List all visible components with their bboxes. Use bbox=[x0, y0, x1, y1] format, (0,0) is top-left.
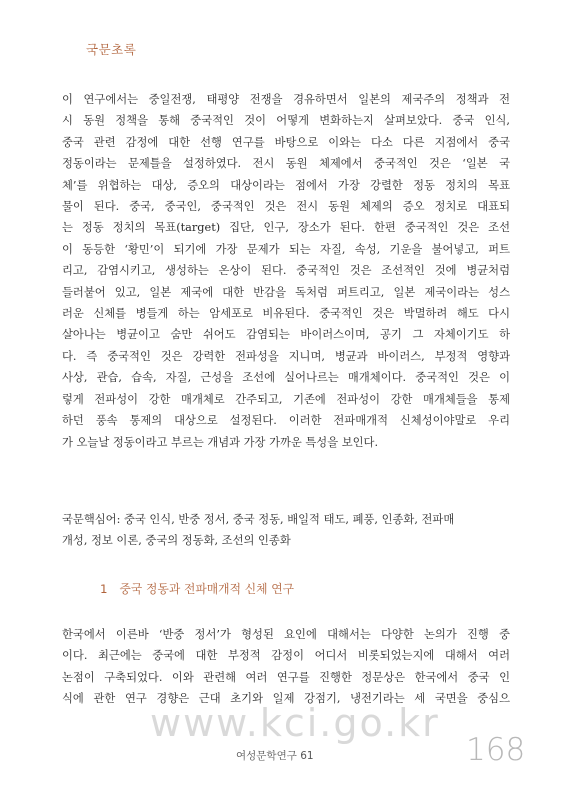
section-heading bbox=[100, 580, 294, 597]
abstract-line: 리고, 감염시키고, 생성하는 온상이 된다. 중국적인 것은 조선적인 것에 병균처럼 bbox=[62, 264, 510, 278]
abstract-line: 물이 된다. 중국, 중국인, 중국적인 것은 전시 동원 체제의 증오 정치로 대표되 bbox=[62, 200, 510, 214]
journal-footer: 여성문학연구 61 bbox=[236, 750, 314, 762]
abstract-line: 다. 즉 중국적인 것은 강력한 전파성을 지니며, 병균과 바이러스, 부정적 영향과 bbox=[62, 349, 510, 363]
abstract-line: 렇게 전파성이 강한 매개체로 간주되고, 기존에 전파성이 강한 매개체들을 통제 bbox=[62, 392, 510, 406]
abstract-line: 시 동원 정책을 통해 중국적인 것이 어떻게 변화하는지 살펴보았다. 중국 인식, bbox=[62, 114, 510, 128]
section-body bbox=[62, 624, 510, 710]
section-number: 1 bbox=[100, 582, 108, 596]
abstract-body bbox=[62, 89, 510, 453]
body-line: 논점이 구축되었다. 이와 관련해 여러 연구를 진행한 정문상은 한국에서 중국 인 bbox=[62, 670, 510, 684]
abstract-heading: 국문초록 bbox=[86, 42, 137, 57]
abstract-line: 가 오늘날 정동이라고 부르는 개념과 가장 가까운 특성을 보인다. bbox=[62, 435, 379, 449]
body-line: 이다. 최근에는 중국에 대한 부정적 감정이 어디서 비롯되었는지에 대해서 여러 bbox=[62, 649, 510, 663]
keywords-line: 국문핵심어: 중국 인식, 반중 정서, 중국 정동, 배일적 태도, 폐풍, 인종화, 전파매 bbox=[62, 513, 455, 526]
body-line: 식에 관한 연구 경향은 근대 초기와 일제 강점기, 냉전기라는 세 국면을 중심으 bbox=[62, 692, 510, 706]
abstract-line: 들러붙어 있고, 일본 제국에 대한 반감을 독처럼 퍼트리고, 일본 제국이라는 성스 bbox=[62, 285, 510, 299]
abstract-line: 는 정동 정치의 목표(target) 집단, 인구, 장소가 된다. 한편 중국적인 것은 조선 bbox=[62, 221, 510, 235]
keywords-block bbox=[62, 509, 510, 552]
abstract-line: 중국 관련 감정에 대한 선행 연구를 바탕으로 이와는 다소 다른 지점에서 중국 bbox=[62, 135, 510, 149]
page-number: 168 bbox=[466, 732, 526, 768]
abstract-line: 정동이라는 문제틀을 설정하였다. 전시 동원 체제에서 중국적인 것은 ‘일본 국 bbox=[62, 157, 510, 171]
abstract-line: 체’를 위협하는 대상, 증오의 대상이라는 점에서 가장 강렬한 정동 정치의 목표 bbox=[62, 178, 510, 192]
abstract-line: 하던 풍속 통제의 대상으로 설정된다. 이러한 전파매개적 신체성이야말로 우리 bbox=[62, 414, 510, 428]
abstract-line: 살아나는 병균이고 숨만 쉬어도 감염되는 바이러스이며, 공기 그 자체이기도 하 bbox=[62, 328, 510, 342]
watermark: www.kci.go.kr bbox=[150, 701, 440, 745]
section-title: 중국 정동과 전파매개적 신체 연구 bbox=[119, 582, 295, 596]
keywords-line: 개성, 정보 이론, 중국의 정동화, 조선의 인종화 bbox=[62, 534, 291, 548]
body-line: 한국에서 이른바 ‘반중 정서’가 형성된 요인에 대해서는 다양한 논의가 진행 중 bbox=[62, 628, 510, 641]
abstract-line: 러운 신체를 병들게 하는 암세포로 비유된다. 중국적인 것은 박멸하려 해도 다시 bbox=[62, 307, 510, 321]
abstract-line: 사상, 관습, 습속, 자질, 근성을 조선에 실어나르는 매개체이다. 중국적인 것은 이 bbox=[62, 371, 510, 385]
abstract-line: 이 연구에서는 중일전쟁, 태평양 전쟁을 경유하면서 일본의 제국주의 정책과 전 bbox=[62, 93, 510, 106]
abstract-line: 이 동등한 ‘황민’이 되기에 가장 문제가 되는 자질, 속성, 기운을 불어넣고, 퍼트 bbox=[62, 242, 510, 256]
